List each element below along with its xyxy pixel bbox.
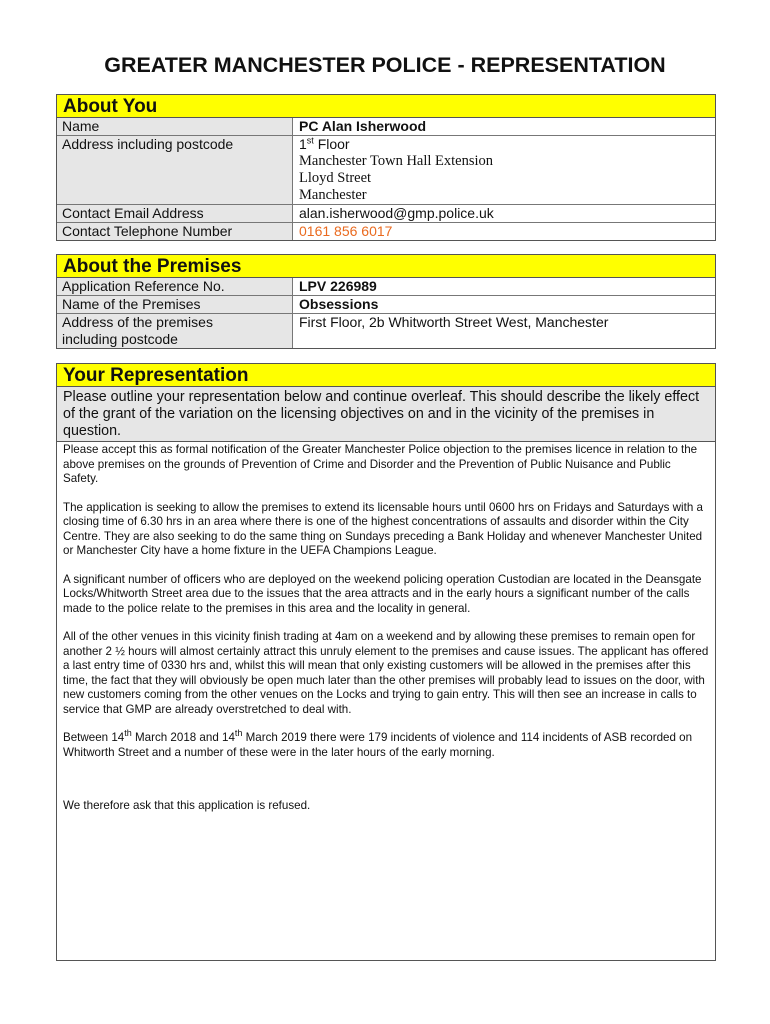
address-line-2: Manchester Town Hall Extension [299,153,494,169]
name-row [57,118,715,136]
reference-row [57,278,715,296]
representation-section [56,363,716,961]
about-you-section [56,94,716,241]
representation-instruction: Please outline your representation below and continue overleaf. This should describe the likely effect of the grant of the variation on the licensing objectives on and in the vicinity of the premises in question. [57,387,715,442]
representation-body [57,442,715,814]
premises-name-label: Name of the Premises [57,296,293,313]
phone-label: Contact Telephone Number [57,223,293,240]
representation-paragraph: The application is seeking to allow the premises to extend its licensable hours until 0600 hrs on Fridays and Saturdays with a closing time of 6.30 hrs in an area where there is one of the highest concentrations of assaults and disorder within the City Centre. They are also seeking to do the same thing on Sundays preceding a Bank Holiday and whenever Manchester United or Manchester City have a home fixture in the UEFA Champions League. [63,500,703,557]
premises-address-value: First Floor, 2b Whitworth Street West, Manchester [299,314,609,330]
address-line-1: 1st Floor [299,135,350,152]
premises-address-row [57,314,715,348]
phone-row [57,223,715,240]
phone-value: 0161 856 6017 [299,223,393,239]
email-label: Contact Email Address [57,205,293,222]
representation-paragraph: All of the other venues in this vicinity finish trading at 4am on a weekend and by allowing these premises to remain open for another 2 ½ hours will almost certainly attract this unruly element to the premises and cause issues. The applicant has offered a last entry time of 0330 hrs and, whilst this will mean that only existing customers will be allowed in the premises after this time, the fact that they will obviously be open much later than the other premises will probably lead to issues on the door, with new customers coming from the other venues on the Locks and trying to gain entry. This will then see an increase in calls to service that GMP are already overstretched to deal with. [63,630,709,716]
address-line-3: Lloyd Street [299,170,372,186]
about-you-heading: About You [57,95,715,118]
premises-address-label: Address of the premises including postcode [57,314,293,348]
representation-paragraph: Please accept this as formal notification of the Greater Manchester Police objection to the premises licence in relation to the above premises on the grounds of Prevention of Crime and Disorder and the Prevention of Public Nuisance and Public Safety. [63,443,698,485]
representation-heading: Your Representation [57,364,715,387]
name-value: PC Alan Isherwood [299,118,427,134]
representation-paragraph: A significant number of officers who are deployed on the weekend policing operation Custodian are located in the Deansgate Locks/Whitworth Street area due to the issues that the area attracts and in the early hours a significant number of the calls made to the police relate to the premises in this area and the locality in general. [63,572,702,615]
reference-value: LPV 226989 [299,278,377,294]
email-row [57,205,715,223]
page-title: GREATER MANCHESTER POLICE - REPRESENTATION [104,53,666,77]
premises-name-value: Obsessions [299,296,379,312]
premises-name-row [57,296,715,314]
address-label: Address including postcode [57,136,293,204]
address-value [293,136,715,204]
representation-paragraph: Between 14th March 2018 and 14th March 2019 there were 179 incidents of violence and 114 incidents of ASB recorded on Whitworth Street and a number of these were in the later hours of the early morning. [63,728,693,759]
address-row [57,136,715,205]
premises-heading: About the Premises [57,255,715,278]
premises-section [56,254,716,349]
name-label: Name [57,118,293,135]
email-value: alan.isherwood@gmp.police.uk [299,205,494,221]
reference-label: Application Reference No. [57,278,293,295]
representation-paragraph: We therefore ask that this application is refused. [63,799,311,812]
address-line-4: Manchester [299,187,367,203]
